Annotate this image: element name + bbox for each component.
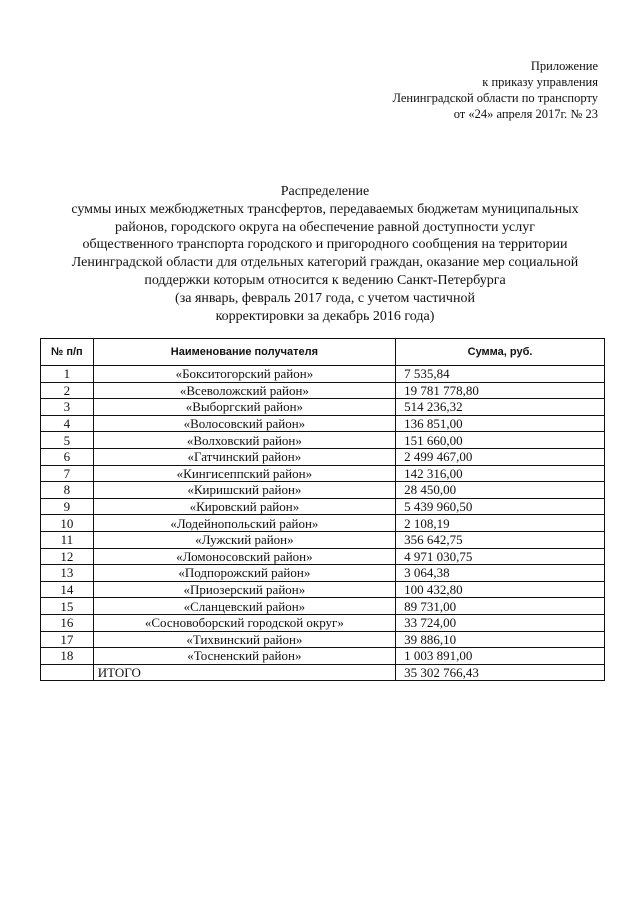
heading-line-5: поддержки которым относится к ведению Санкт-Петербурга (144, 272, 506, 288)
table-row (41, 531, 605, 548)
row-num: 13 (41, 565, 94, 582)
table-row (41, 399, 605, 416)
table-row (41, 482, 605, 499)
table-row (41, 598, 605, 615)
table-row (41, 448, 605, 465)
header-num: № п/п (41, 339, 94, 366)
heading-line-1: суммы иных межбюджетных трансфертов, передаваемых бюджетам муниципальных (71, 201, 579, 217)
row-name: «Всеволожский район» (93, 382, 395, 399)
row-sum: 39 886,10 (396, 631, 605, 648)
heading-line-4: Ленинградской области для отдельных категорий граждан, оказание мер социальной (71, 255, 579, 271)
row-num: 18 (41, 648, 94, 665)
header-sum: Сумма, руб. (396, 339, 605, 366)
table-row (41, 648, 605, 665)
row-name: «Гатчинский район» (93, 448, 395, 465)
appendix-line-3: Ленинградской области по транспорту (392, 91, 598, 105)
appendix-block (392, 58, 598, 122)
row-name: «Лужский район» (93, 531, 395, 548)
row-sum: 2 108,19 (396, 515, 605, 532)
row-name: «Сланцевский район» (93, 598, 395, 615)
table-row (41, 581, 605, 598)
row-name: «Тосненский район» (93, 648, 395, 665)
row-sum: 514 236,32 (396, 399, 605, 416)
appendix-line-4: от «24» апреля 2017г. № 23 (453, 107, 598, 121)
row-num: 17 (41, 631, 94, 648)
table-row (41, 382, 605, 399)
table-row (41, 515, 605, 532)
table-header-row (41, 339, 605, 366)
row-num: 4 (41, 415, 94, 432)
total-sum: 35 302 766,43 (396, 664, 605, 681)
appendix-line-2: к приказу управления (482, 75, 598, 89)
row-name: «Лодейнопольский район» (93, 515, 395, 532)
row-num: 15 (41, 598, 94, 615)
table-row (41, 432, 605, 449)
row-num: 9 (41, 498, 94, 515)
row-name: «Кировский район» (93, 498, 395, 515)
row-num: 5 (41, 432, 94, 449)
row-name: «Волховский район» (93, 432, 395, 449)
table-row (41, 498, 605, 515)
heading-line-3: общественного транспорта городского и пригородного сообщения на территории (82, 237, 568, 253)
row-num: 11 (41, 531, 94, 548)
heading-line-7: корректировки за декабрь 2016 года) (215, 308, 435, 324)
table-row (41, 565, 605, 582)
row-sum: 100 432,80 (396, 581, 605, 598)
document-title: Распределение (280, 184, 370, 199)
table-row (41, 415, 605, 432)
row-sum: 2 499 467,00 (396, 448, 605, 465)
row-name: «Тихвинский район» (93, 631, 395, 648)
row-num: 12 (41, 548, 94, 565)
row-name: «Выборгский район» (93, 399, 395, 416)
table-row (41, 631, 605, 648)
row-num: 1 (41, 366, 94, 383)
row-sum: 3 064,38 (396, 565, 605, 582)
row-sum: 5 439 960,50 (396, 498, 605, 515)
row-name: «Бокситогорский район» (93, 366, 395, 383)
row-sum: 89 731,00 (396, 598, 605, 615)
heading-line-6: (за январь, февраль 2017 года, с учетом частичной (175, 290, 475, 306)
total-row (41, 664, 605, 681)
row-num: 14 (41, 581, 94, 598)
row-num: 3 (41, 399, 94, 416)
row-name: «Ломоносовский район» (93, 548, 395, 565)
table-row (41, 366, 605, 383)
row-num: 2 (41, 382, 94, 399)
total-num-cell (41, 664, 94, 681)
row-sum: 33 724,00 (396, 614, 605, 631)
row-num: 16 (41, 614, 94, 631)
row-sum: 19 781 778,80 (396, 382, 605, 399)
row-name: «Приозерский район» (93, 581, 395, 598)
row-name: «Киришский район» (93, 482, 395, 499)
row-num: 8 (41, 482, 94, 499)
document-heading (40, 183, 610, 325)
row-num: 7 (41, 465, 94, 482)
row-sum: 151 660,00 (396, 432, 605, 449)
total-label: ИТОГО (93, 664, 395, 681)
appendix-line-1: Приложение (530, 59, 598, 73)
row-sum: 136 851,00 (396, 415, 605, 432)
row-name: «Сосновоборский городской округ» (93, 614, 395, 631)
row-name: «Подпорожский район» (93, 565, 395, 582)
row-num: 10 (41, 515, 94, 532)
table-row (41, 548, 605, 565)
heading-line-2: районов, городского округа на обеспечение равной доступности услуг (115, 219, 535, 235)
distribution-table (40, 338, 605, 681)
row-name: «Кингисеппский район» (93, 465, 395, 482)
row-sum: 4 971 030,75 (396, 548, 605, 565)
row-name: «Волосовский район» (93, 415, 395, 432)
row-sum: 28 450,00 (396, 482, 605, 499)
row-sum: 7 535,84 (396, 366, 605, 383)
row-sum: 142 316,00 (396, 465, 605, 482)
row-sum: 356 642,75 (396, 531, 605, 548)
header-name: Наименование получателя (93, 339, 395, 366)
row-num: 6 (41, 448, 94, 465)
row-sum: 1 003 891,00 (396, 648, 605, 665)
table-row (41, 465, 605, 482)
table-row (41, 614, 605, 631)
